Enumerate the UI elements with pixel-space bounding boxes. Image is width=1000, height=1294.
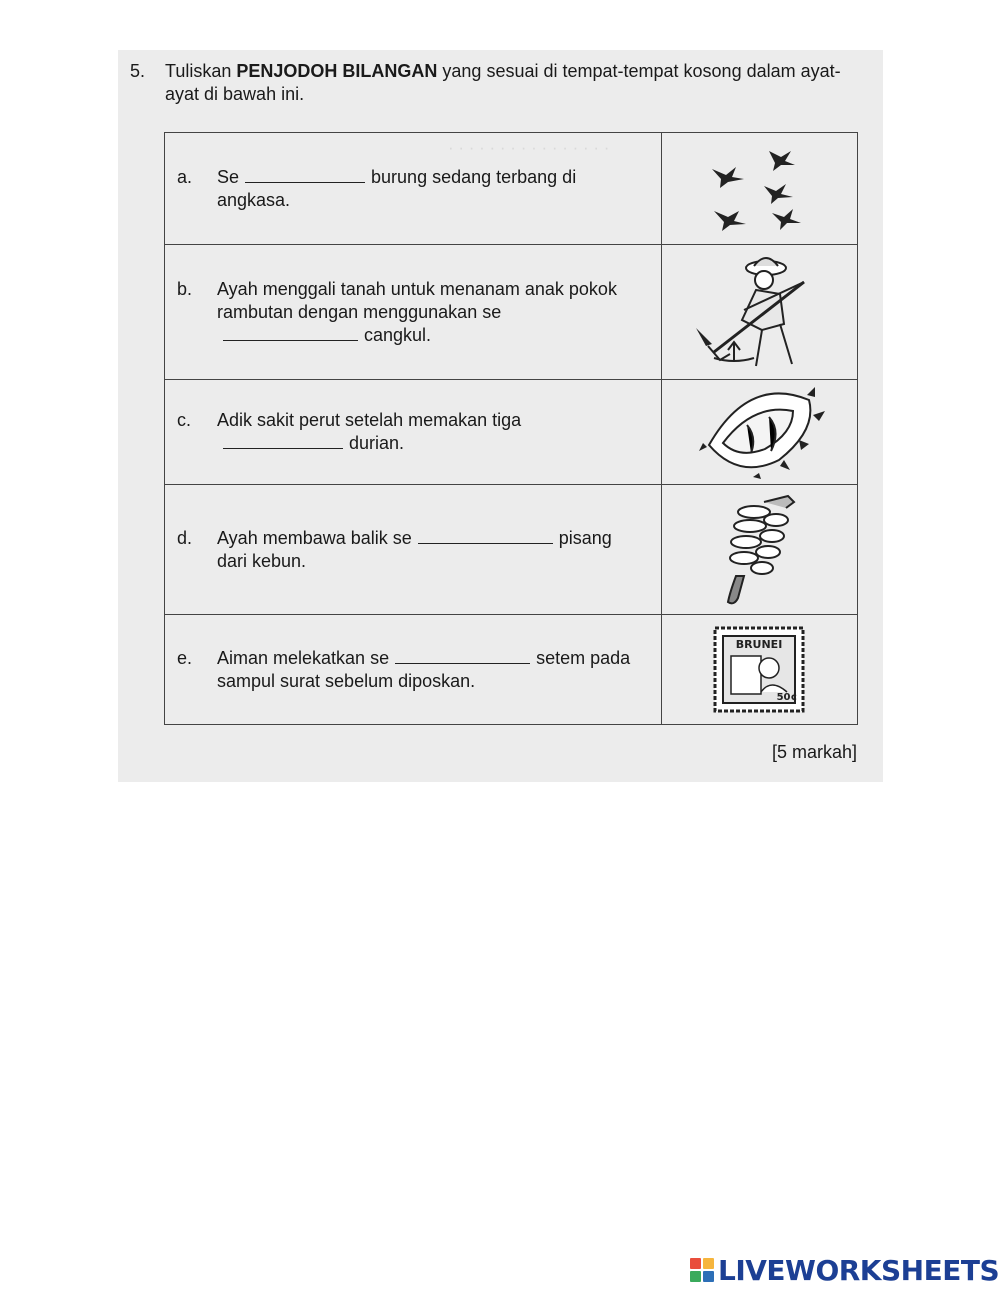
table-row [165, 133, 858, 245]
answer-blank-e[interactable] [395, 649, 530, 664]
bleed-through-text: · · · · · · · · · · · · · · · · [448, 138, 610, 157]
table-row [165, 485, 858, 615]
worksheet-photo [118, 50, 883, 782]
item-b: b. Ayah menggali tanah untuk menanam anak pokok rambutan dengan menggunakan secangkul. [177, 278, 617, 345]
banana-bunch-icon [704, 490, 814, 610]
item-a: a. Se burung sedang terbang di angkasa. [177, 166, 577, 210]
table-row [165, 245, 858, 380]
stamp-icon [709, 622, 809, 717]
answer-blank-d[interactable] [418, 529, 553, 544]
brand-name: LIVEWORKSHEETS [718, 1253, 1000, 1287]
stamp-value: 50¢ [776, 692, 798, 703]
question-number: 5. [130, 61, 146, 81]
exercise-table [164, 132, 858, 725]
table-row [165, 380, 858, 485]
answer-blank-b[interactable] [223, 326, 358, 341]
item-d: d. Ayah membawa balik se pisang dari kebun. [177, 527, 612, 571]
total-marks: [5 markah] [771, 742, 857, 762]
answer-blank-c[interactable] [223, 434, 343, 449]
liveworksheets-logo [690, 1252, 999, 1288]
birds-flying-icon [694, 141, 824, 236]
logo-grid-icon [690, 1258, 714, 1282]
question-instruction: Tuliskan PENJODOH BILANGAN yang sesuai di tempat-tempat kosong dalam ayat-ayat di bawah ini. [165, 61, 841, 104]
question-keyword: PENJODOH BILANGAN [236, 61, 438, 81]
item-c: c. Adik sakit perut setelah memakan tigadurian. [177, 410, 522, 453]
man-digging-icon [684, 250, 834, 375]
item-e: e. Aiman melekatkan se setem pada sampul surat sebelum diposkan. [177, 647, 631, 691]
answer-blank-a[interactable] [245, 168, 365, 183]
stamp-country: BRUNEI [736, 638, 783, 651]
durian-icon [689, 385, 829, 480]
table-row [165, 615, 858, 725]
